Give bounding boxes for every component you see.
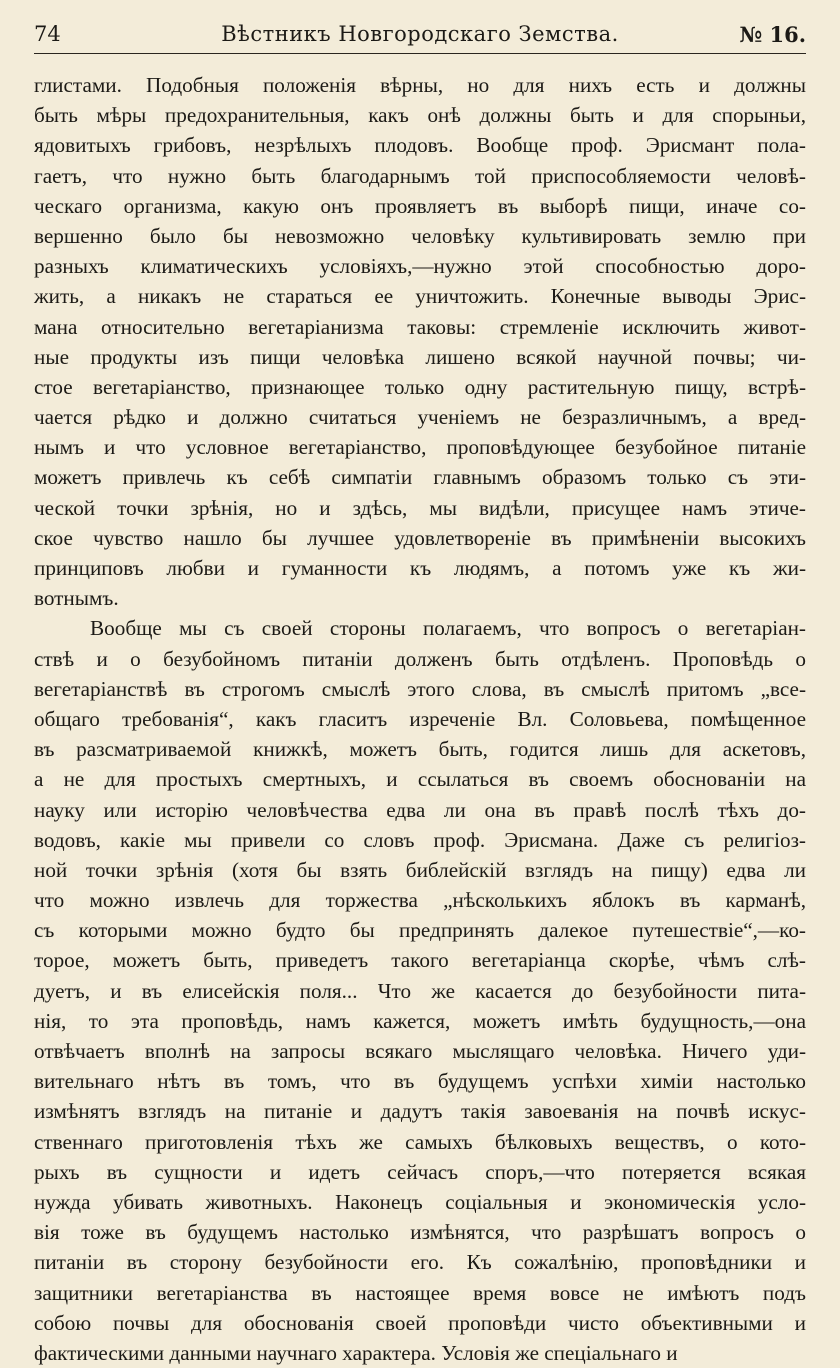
text-line: въ разсматриваемой книжкѣ, можетъ быть, годится лишь для аскетовъ, xyxy=(34,737,806,762)
text-line: ческаго организма, какую онъ проявляетъ въ выборѣ пищи, иначе со- xyxy=(34,193,806,218)
text-line: вительнаго нѣтъ въ томъ, что въ будущемъ успѣхи химіи настолько xyxy=(34,1069,806,1094)
journal-title: Вѣстникъ Новгородскаго Земства. xyxy=(221,22,619,46)
text-line: отвѣчаетъ вполнѣ на запросы всякаго мыслящаго человѣка. Ничего уди- xyxy=(34,1039,806,1063)
text-line: ское чувство нашло бы лучшее удовлетвореніе въ примѣненіи высокихъ xyxy=(34,525,806,550)
text-line: съ которыми можно будто бы предпринять далекое путешествіе“,—ко- xyxy=(34,918,806,943)
header-rule xyxy=(34,53,806,54)
paragraph xyxy=(34,70,806,613)
running-header xyxy=(34,18,806,54)
issue-number: № 16. xyxy=(739,22,806,47)
text-line: рыхъ въ сущности и идетъ сейчасъ споръ,—что потеряется всякая xyxy=(34,1159,806,1184)
text-line: ствѣ и о безубойномъ питаніи долженъ быть отдѣленъ. Проповѣдь о xyxy=(34,646,806,671)
text-line: фактическими данными научнаго характера. Условія же спеціальнаго и xyxy=(34,1340,678,1365)
text-line: ственнаго приготовленія тѣхъ же самыхъ бѣлковыхъ веществъ, о кото- xyxy=(34,1129,806,1154)
text-line: собою почвы для обоснованія своей проповѣди чисто объективными и xyxy=(34,1310,806,1335)
text-line: вегетаріанствѣ въ строгомъ смыслѣ этого слова, въ смыслѣ притомъ „все- xyxy=(34,676,806,701)
text-line: стое вегетаріанство, признающее только одну растительную пищу, встрѣ- xyxy=(34,374,806,399)
text-line: быть мѣры предохранительныя, какъ онѣ должны быть и для спорыньи, xyxy=(34,103,806,128)
text-line: питаніи въ сторону безубойности его. Къ сожалѣнію, проповѣдники и xyxy=(34,1250,806,1275)
page-number: 74 xyxy=(34,22,61,46)
text-line: дуетъ, и въ елисейскія поля... Что же касается до безубойности пита- xyxy=(34,978,806,1003)
text-line: что можно извлечь для торжества „нѣсколькихъ яблокъ въ карманѣ, xyxy=(34,888,806,913)
text-line: вія тоже въ будущемъ настолько измѣнятся, что разрѣшатъ вопросъ о xyxy=(34,1220,806,1245)
text-line: а не для простыхъ смертныхъ, и ссылаться въ своемъ обосновaніи на xyxy=(34,767,806,792)
text-line: мана относительно вегетаріанизма таковы: стремленіе исключить живот- xyxy=(34,314,806,339)
text-line: водовъ, какіе мы привели со словъ проф. Эрисмана. Даже съ религіоз- xyxy=(34,827,806,852)
text-line: принциповъ любви и гуманности къ людямъ, а потомъ уже къ жи- xyxy=(34,556,806,580)
text-line: науку или исторію человѣчества едва ли она въ правѣ послѣ тѣхъ до- xyxy=(34,797,806,822)
text-line: ной точки зрѣнія (хотя бы взять библейскій взглядъ на пищу) едва ли xyxy=(34,857,806,882)
text-line: глистами. Подобныя положенія вѣрны, но для нихъ есть и должны xyxy=(34,73,806,97)
text-line: защитники вегетаріанства въ настоящее время вовсе не имѣютъ подъ xyxy=(34,1280,806,1305)
text-line: жить, а никакъ не стараться ее уничтожить. Конечные выводы Эрис- xyxy=(34,284,806,309)
text-line: ческой точки зрѣнія, но и здѣсь, мы видѣли, присущее намъ этиче- xyxy=(34,495,806,520)
text-line: чается рѣдко и должно считаться ученіемъ не безразличнымъ, а вред- xyxy=(34,405,806,430)
text-line: Вообще мы съ своей стороны полагаемъ, что вопросъ о вегетаріан- xyxy=(90,616,806,641)
text-line: торое, можетъ быть, приведетъ такого вегетаріанца скорѣе, чѣмъ слѣ- xyxy=(34,948,806,973)
text-line: ядовитыхъ грибовъ, незрѣлыхъ плодовъ. Вообще проф. Эрисмант пола- xyxy=(34,133,806,158)
text-line: нымъ и что условное вегетаріанство, проповѣдующее безубойное питаніе xyxy=(34,435,806,460)
text-line: ные продукты изъ пищи человѣка лишено всякой научной почвы; чи- xyxy=(34,344,806,369)
text-line: общаго требованія“, какъ гласитъ изреченіе Вл. Соловьева, помѣщенное xyxy=(34,706,806,731)
paragraph xyxy=(34,613,806,1368)
body-text xyxy=(34,70,806,1368)
text-line: вершенно было бы невозможно человѣку культивировать землю при xyxy=(34,223,806,248)
text-line: вотнымъ. xyxy=(34,586,119,611)
text-line: нужда убивать животныхъ. Наконецъ соціальныя и экономическія усло- xyxy=(34,1189,806,1214)
text-line: можетъ привлечь къ себѣ симпатіи главнымъ образомъ только съ эти- xyxy=(34,465,806,490)
text-line: измѣнятъ взглядъ на питаніе и дадутъ такія завоеванія на почвѣ искус- xyxy=(34,1099,806,1124)
text-line: нія, то эта проповѣдь, намъ кажется, можетъ имѣть будущность,—она xyxy=(34,1008,806,1033)
text-line: разныхъ климатическихъ условіяхъ,—нужно этой способностью доро- xyxy=(34,254,806,279)
text-line: гаетъ, что нужно быть благодарнымъ той приспособляемости человѣ- xyxy=(34,163,806,188)
